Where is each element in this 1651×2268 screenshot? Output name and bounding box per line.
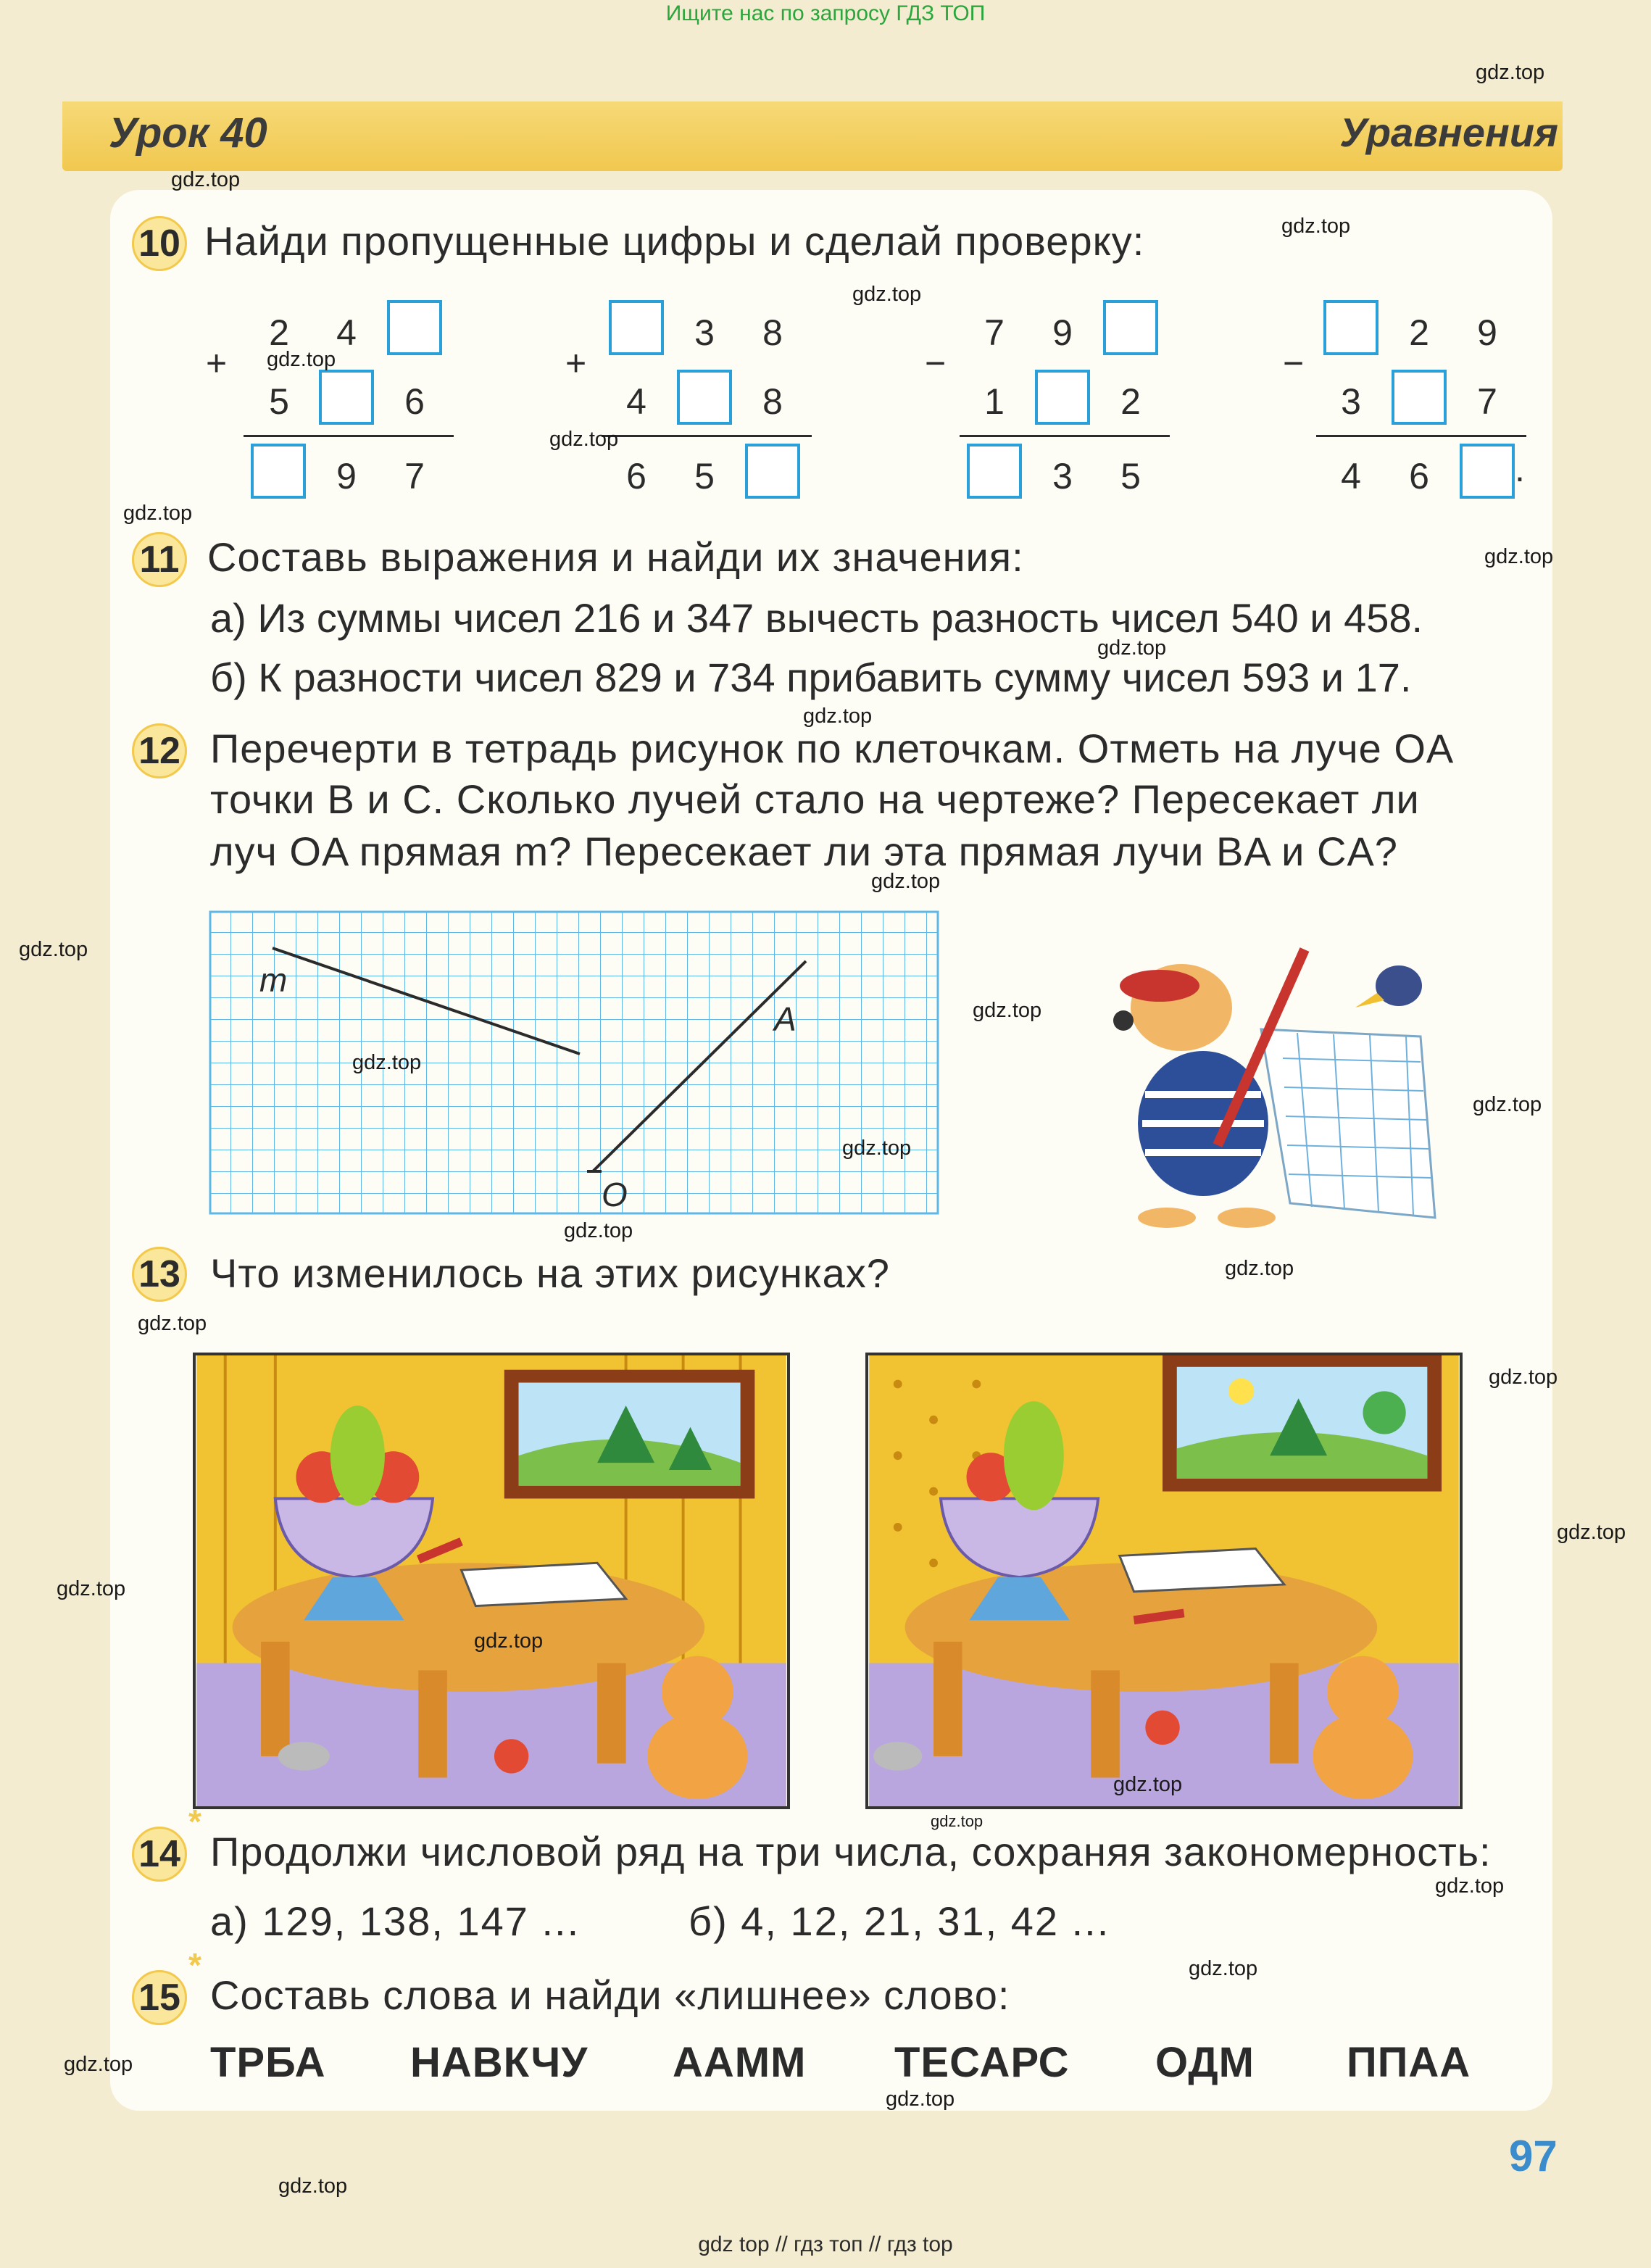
page-number: 97 — [1509, 2132, 1558, 2180]
plus-sign: + — [206, 343, 228, 383]
watermark: gdz.top — [886, 2088, 955, 2111]
scrambled-word: ААММ — [673, 2039, 807, 2086]
digit: 7 — [404, 456, 425, 497]
task-11-b: б) К разности чисел 829 и 734 прибавить сумму чисел 593 и 17. — [210, 655, 1412, 700]
digit: 5 — [269, 381, 289, 422]
watermark: gdz.top — [1557, 1521, 1626, 1544]
watermark: gdz.top — [871, 870, 941, 893]
missing-digit-box[interactable] — [609, 300, 664, 355]
digit: 6 — [1409, 456, 1429, 497]
scrambled-word: НАВКЧУ — [410, 2039, 589, 2086]
digit: 9 — [1052, 312, 1073, 353]
missing-digit-box[interactable] — [1103, 300, 1158, 355]
topic-title: Уравнения — [1339, 109, 1558, 155]
task-number-13: 13 — [132, 1247, 187, 1302]
missing-digit-box[interactable] — [967, 444, 1022, 499]
ray-grid-drawing — [209, 910, 941, 1215]
scrambled-word: ППАА — [1347, 2039, 1471, 2086]
bottom-note: gdz top // гдз топ // гдз top — [698, 2232, 953, 2256]
watermark: gdz.top — [973, 999, 1042, 1022]
task-number-10: 10 — [132, 216, 187, 271]
watermark: gdz.top — [64, 2053, 133, 2076]
watermark: gdz.top — [57, 1577, 126, 1600]
missing-digit-box[interactable] — [387, 300, 442, 355]
star-mark: * — [188, 1803, 201, 1840]
watermark: gdz.top — [803, 705, 873, 728]
task-number-11: 11 — [132, 532, 187, 587]
watermark: gdz.top — [564, 1219, 633, 1242]
task-number-12: 12 — [132, 723, 187, 778]
difference-line — [960, 435, 1170, 437]
scrambled-word: ТРБА — [210, 2039, 326, 2086]
task-14-text: Продолжи числовой ряд на три числа, сохраняя закономерность: — [210, 1829, 1492, 1874]
digit: 2 — [1409, 312, 1429, 353]
label-a: A — [774, 1000, 797, 1038]
watermark: gdz.top — [852, 283, 922, 306]
missing-digit-box[interactable] — [677, 370, 732, 425]
task-11-a: а) Из суммы чисел 216 и 347 вычесть разность чисел 540 и 458. — [210, 595, 1423, 641]
watermark: gdz.top — [1484, 545, 1554, 568]
digit: 8 — [762, 381, 783, 422]
watermark: gdz.top — [1281, 215, 1351, 238]
digit: 7 — [1477, 381, 1497, 422]
digit: 5 — [1120, 456, 1141, 497]
digit: 4 — [626, 381, 646, 422]
header-band — [62, 101, 1563, 171]
scrambled-word: ТЕСАРС — [894, 2039, 1070, 2086]
lesson-title: Урок 40 — [109, 109, 267, 157]
label-m: m — [259, 961, 288, 999]
watermark: gdz.top — [1489, 1366, 1558, 1389]
missing-digit-box[interactable] — [745, 444, 800, 499]
digit: 3 — [694, 312, 715, 353]
missing-digit-box[interactable] — [1035, 370, 1090, 425]
task-10-text: Найди пропущенные цифры и сделай проверку: — [204, 218, 1145, 264]
dog-with-grid-illustration — [1080, 928, 1442, 1232]
watermark: gdz.top — [171, 168, 241, 191]
watermark: gdz.top — [267, 348, 336, 371]
digit: 3 — [1052, 456, 1073, 497]
watermark: gdz.top — [19, 938, 88, 961]
trailing-dot: . — [1515, 449, 1525, 489]
task-number-14: 14 — [132, 1827, 187, 1882]
missing-digit-box[interactable] — [1460, 444, 1515, 499]
minus-sign: − — [925, 343, 947, 383]
watermark: gdz.top — [1476, 61, 1545, 84]
watermark: gdz.top — [278, 2174, 348, 2198]
digit: 9 — [336, 456, 357, 497]
digit: 6 — [404, 381, 425, 422]
task-15-text: Составь слова и найди «лишнее» слово: — [210, 1972, 1010, 2018]
task-12-line-1: Перечерти в тетрадь рисунок по клеточкам. Отметь на луче OA — [210, 726, 1455, 771]
digit: 4 — [1341, 456, 1361, 497]
digit: 8 — [762, 312, 783, 353]
digit: 5 — [694, 456, 715, 497]
scene-picture-1 — [193, 1353, 790, 1809]
digit: 6 — [626, 456, 646, 497]
task-12-line-2: точки B и C. Сколько лучей стало на чертеже? Пересекает ли — [210, 776, 1420, 822]
missing-digit-box[interactable] — [319, 370, 374, 425]
watermark: gdz.top — [474, 1629, 544, 1653]
task-14-a: а) 129, 138, 147 ... — [210, 1898, 581, 1944]
task-13-text: Что изменилось на этих рисунках? — [210, 1250, 890, 1296]
digit: 7 — [984, 312, 1005, 353]
digit: 9 — [1477, 312, 1497, 353]
task-14-b: б) 4, 12, 21, 31, 42 ... — [689, 1898, 1110, 1944]
scrambled-word: ОДМ — [1155, 2039, 1255, 2086]
digit: 1 — [984, 381, 1005, 422]
watermark: gdz.top — [931, 1812, 983, 1830]
sum-line — [602, 435, 812, 437]
missing-digit-box[interactable] — [251, 444, 306, 499]
watermark: gdz.top — [1113, 1773, 1183, 1796]
watermark: gdz.top — [1097, 636, 1167, 660]
plus-sign: + — [565, 343, 587, 383]
watermark: gdz.top — [1225, 1257, 1294, 1280]
sum-line — [244, 435, 454, 437]
star-mark: * — [188, 1946, 201, 1984]
watermark: gdz.top — [352, 1051, 422, 1074]
task-number-15: 15 — [132, 1970, 187, 2025]
task-11-text: Составь выражения и найди их значения: — [207, 534, 1024, 580]
minus-sign: − — [1283, 343, 1305, 383]
digit: 3 — [1341, 381, 1361, 422]
digit: 4 — [336, 312, 357, 353]
difference-line — [1316, 435, 1526, 437]
missing-digit-box[interactable] — [1392, 370, 1447, 425]
digit: 2 — [1120, 381, 1141, 422]
watermark: gdz.top — [842, 1137, 912, 1160]
watermark: gdz.top — [549, 428, 619, 451]
top-note: Ищите нас по запросу ГДЗ ТОП — [665, 1, 986, 25]
missing-digit-box[interactable] — [1323, 300, 1378, 355]
watermark: gdz.top — [1189, 1957, 1258, 1980]
label-o: O — [602, 1176, 628, 1213]
watermark: gdz.top — [123, 502, 193, 525]
digit: 2 — [269, 312, 289, 353]
watermark: gdz.top — [1435, 1874, 1505, 1898]
watermark: gdz.top — [1473, 1093, 1542, 1116]
scene-picture-2 — [865, 1353, 1463, 1809]
watermark: gdz.top — [138, 1312, 207, 1335]
task-12-line-3: луч OA прямая m? Пересекает ли эта прямая лучи BA и CA? — [210, 828, 1398, 874]
